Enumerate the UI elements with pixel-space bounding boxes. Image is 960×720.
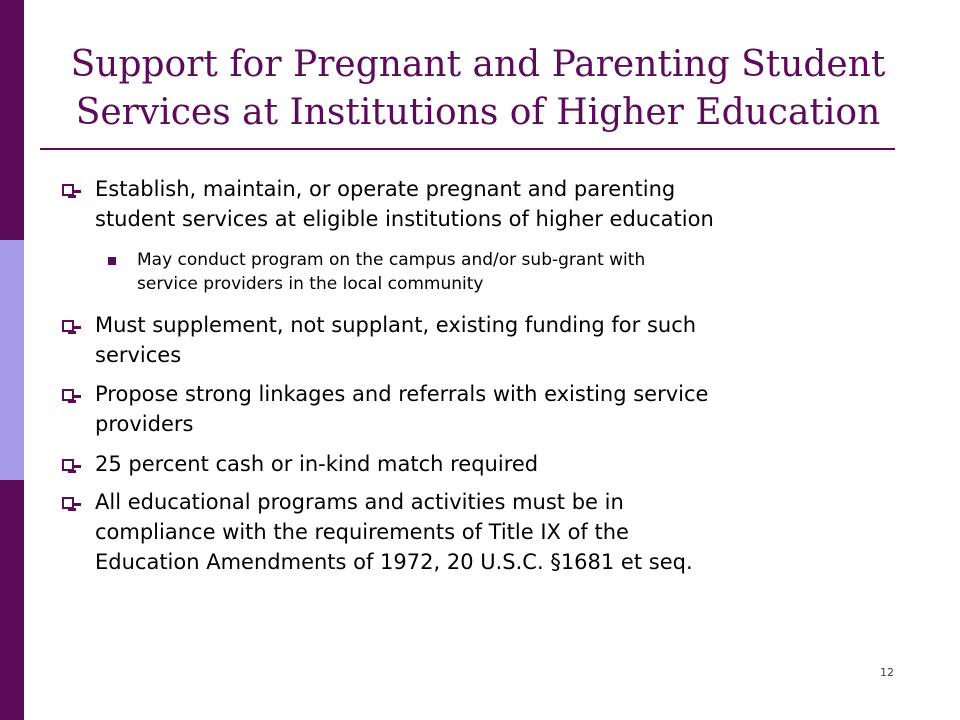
- bullet-item-1: [95, 174, 895, 234]
- bullet-item-1-line-2: student services at eligible institutions of higher education: [95, 207, 714, 231]
- slide-title-line-2: Services at Institutions of Higher Education: [75, 92, 881, 133]
- bullet-item-2-line-1: Must supplement, not supplant, existing funding for such: [95, 313, 697, 337]
- bullet-item-2-line-2: services: [95, 343, 182, 367]
- bullet-item-5-line-3: Education Amendments of 1972, 20 U.S.C. §1681 et seq.: [95, 550, 693, 574]
- filled-square-bullet-icon: [108, 257, 116, 265]
- bullet-item-5-line-1: All educational programs and activities must be in: [95, 490, 624, 514]
- bullet-item-1-line-1: Establish, maintain, or operate pregnant and parenting: [95, 177, 676, 201]
- page-number: 12: [880, 666, 894, 679]
- bullet-item-5-line-2: compliance with the requirements of Title IX of the: [95, 520, 629, 544]
- sub-bullet-item: [137, 248, 877, 296]
- bullet-item-4-line-1: 25 percent cash or in-kind match required: [95, 452, 539, 476]
- hollow-square-bullet-icon: [62, 320, 74, 332]
- sub-bullet-item-line-2: service providers in the local community: [137, 274, 484, 294]
- slide-title-line-1: Support for Pregnant and Parenting Student: [70, 44, 886, 85]
- bullet-item-4: [95, 449, 895, 479]
- hollow-square-bullet-icon: [62, 184, 74, 196]
- bullet-item-5: [95, 487, 895, 577]
- sub-bullet-item-line-1: May conduct program on the campus and/or sub-grant with: [137, 250, 646, 270]
- hollow-square-bullet-icon: [62, 459, 74, 471]
- bullet-item-2: [95, 310, 895, 370]
- bullet-item-3-line-1: Propose strong linkages and referrals with existing service: [95, 382, 709, 406]
- hollow-square-bullet-icon: [62, 389, 74, 401]
- bullet-item-3: [95, 379, 895, 439]
- hollow-square-bullet-icon: [62, 497, 74, 509]
- bullet-item-3-line-2: providers: [95, 412, 194, 436]
